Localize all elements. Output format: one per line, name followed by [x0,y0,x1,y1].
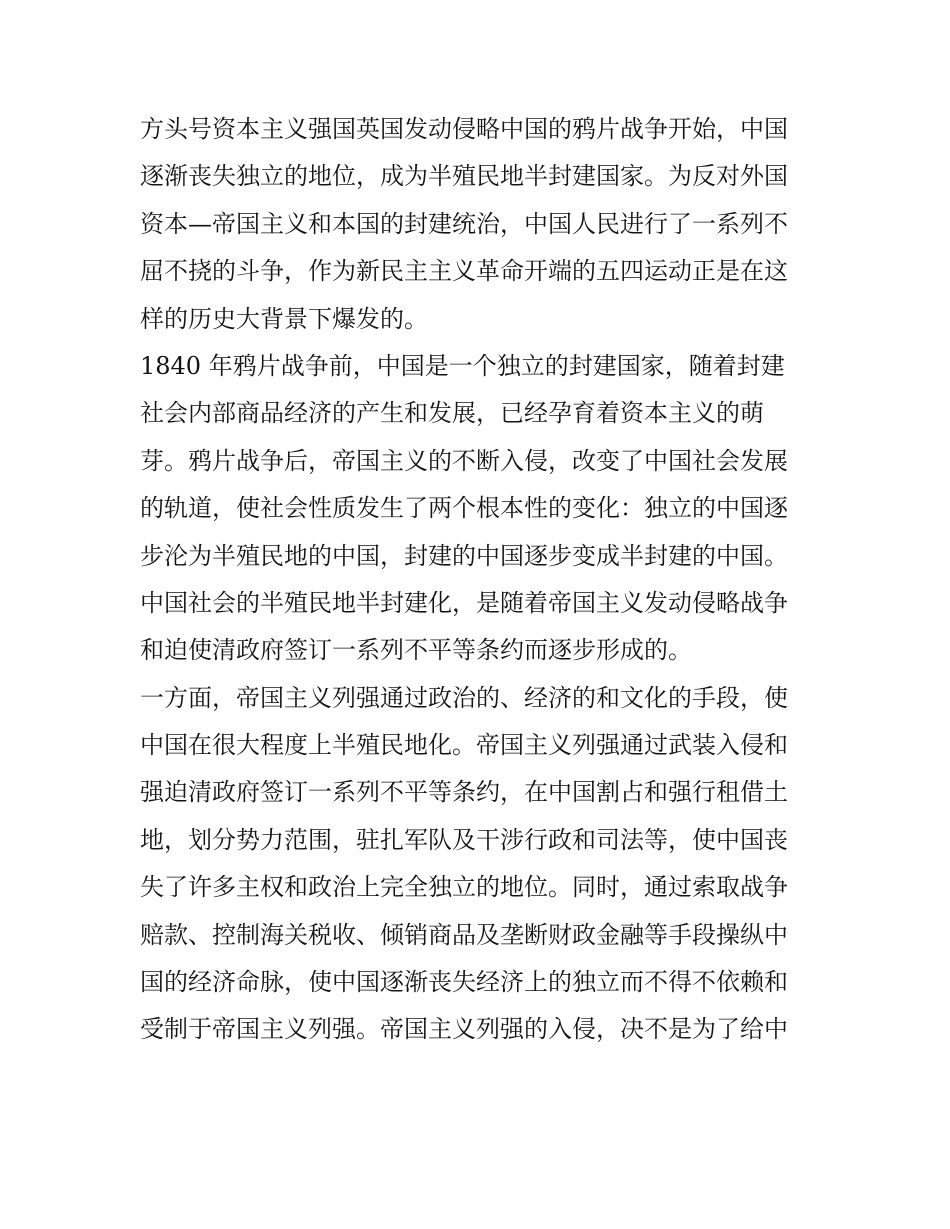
body-text [140,106,830,1054]
text-line: 逐渐丧失独立的地位，成为半殖民地半封建国家。为反对外国 [140,162,788,191]
text-line: 赔款、控制海关税收、倾销商品及垄断财政金融等手段操纵中 [140,920,788,949]
text-line: 地，划分势力范围，驻扎军队及干涉行政和司法等，使中国丧 [140,825,788,854]
text-line: 资本—帝国主义和本国的封建统治，中国人民进行了一系列不 [140,209,788,238]
text-line: 受制于帝国主义列强。帝国主义列强的入侵，决不是为了给中 [140,1015,788,1044]
text-line: 芽。鸦片战争后，帝国主义的不断入侵，改变了中国社会发展 [140,446,788,475]
text-line: 中国社会的半殖民地半封建化，是随着帝国主义发动侵略战争 [140,588,788,617]
text-line: 一方面，帝国主义列强通过政治的、经济的和文化的手段，使 [140,683,788,712]
text-line: 屈不挠的斗争，作为新民主主义革命开端的五四运动正是在这 [140,257,788,286]
text-line: 1840 年鸦片战争前，中国是一个独立的封建国家，随着封建 [140,351,785,380]
text-line: 国的经济命脉，使中国逐渐丧失经济上的独立而不得不依赖和 [140,968,788,997]
text-line: 步沦为半殖民地的中国，封建的中国逐步变成半封建的中国。 [140,541,788,570]
text-line: 的轨道，使社会性质发生了两个根本性的变化：独立的中国逐 [140,494,788,523]
text-line: 方头号资本主义强国英国发动侵略中国的鸦片战争开始，中国 [140,115,788,143]
text-line: 失了许多主权和政治上完全独立的地位。同时，通过索取战争 [140,873,788,902]
text-line: 中国在很大程度上半殖民地化。帝国主义列强通过武装入侵和 [140,731,788,760]
text-line: 样的历史大背景下爆发的。 [140,304,428,333]
text-line: 和迫使清政府签订一系列不平等条约而逐步形成的。 [140,636,692,665]
text-line: 强迫清政府签订一系列不平等条约，在中国割占和强行租借土 [140,778,788,807]
text-line: 社会内部商品经济的产生和发展，已经孕育着资本主义的萌 [140,399,764,428]
